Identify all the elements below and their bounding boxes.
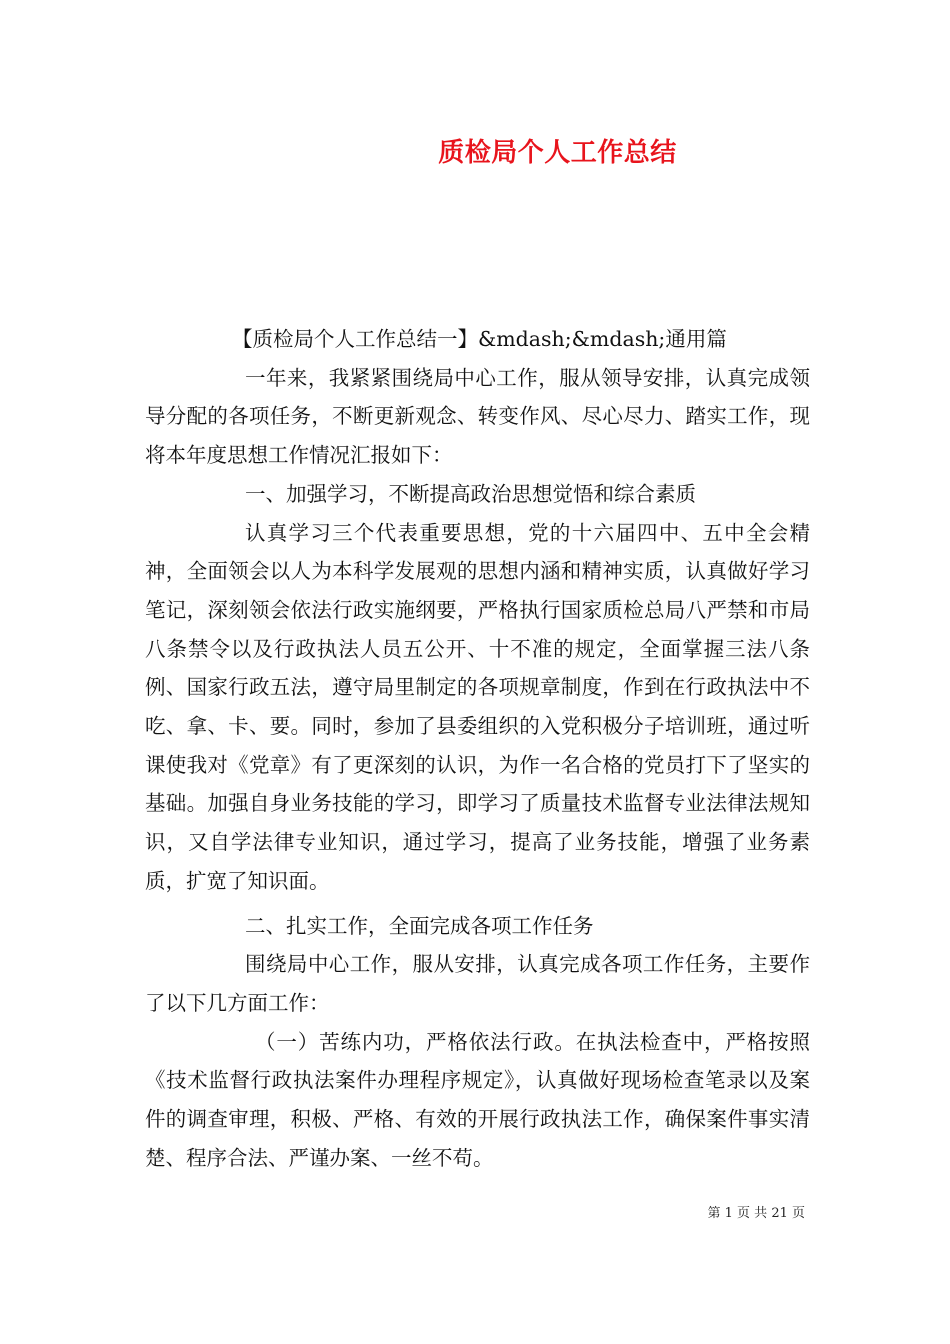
work-item-paragraph: （一）苦练内功，严格依法行政。在执法检查中，严格按照《技术监督行政执法案件办理程序规定》，认真做好现场检查笔录以及案件的调查审理，积极、严格、有效的开展行政执法工作，确保案件事实清楚、程序合法、严谨办案、一丝不苟。 (145, 1029, 810, 1170)
intro-paragraph: 一年来，我紧紧围绕局中心工作，服从领导安排，认真完成领导分配的各项任务，不断更新观念、转变作风、尽心尽力、踏实工作，现将本年度思想工作情况汇报如下： (145, 365, 810, 468)
document-body (145, 320, 810, 1177)
study-paragraph: 认真学习三个代表重要思想，党的十六届四中、五中全会精神，全面领会以人为本科学发展观的思想内涵和精神实质，认真做好学习笔记，深刻领会依法行政实施纲要，严格执行国家质检总局八严禁和市局八条禁令以及行政执法人员五公开、十不准的规定，全面掌握三法八条例、国家行政五法，遵守局里制定的各项规章制度，作到在行政执法中不吃、拿、卡、要。同时，参加了县委组织的入党积极分子培训班，通过听课使我对《党章》有了更深刻的认识，为作一名合格的党员打下了坚实的基础。加强自身业务技能的学习，即学习了质量技术监督专业法律法规知识，又自学法律专业知识，通过学习，提高了业务技能，增强了业务素质，扩宽了知识面。 (145, 520, 810, 893)
page-number-footer: 第 1 页 共 21 页 (707, 1206, 805, 1221)
section-heading-general: 【质检局个人工作总结一】&mdash;&mdash;通用篇 (232, 327, 727, 351)
work-paragraph: 围绕局中心工作，服从安排，认真完成各项工作任务，主要作了以下几方面工作： (145, 952, 810, 1015)
document-title: 质检局个人工作总结 (438, 138, 677, 168)
section-heading-work: 二、扎实工作，全面完成各项工作任务 (245, 913, 594, 938)
section-heading-study: 一、加强学习，不断提高政治思想觉悟和综合素质 (245, 481, 696, 506)
